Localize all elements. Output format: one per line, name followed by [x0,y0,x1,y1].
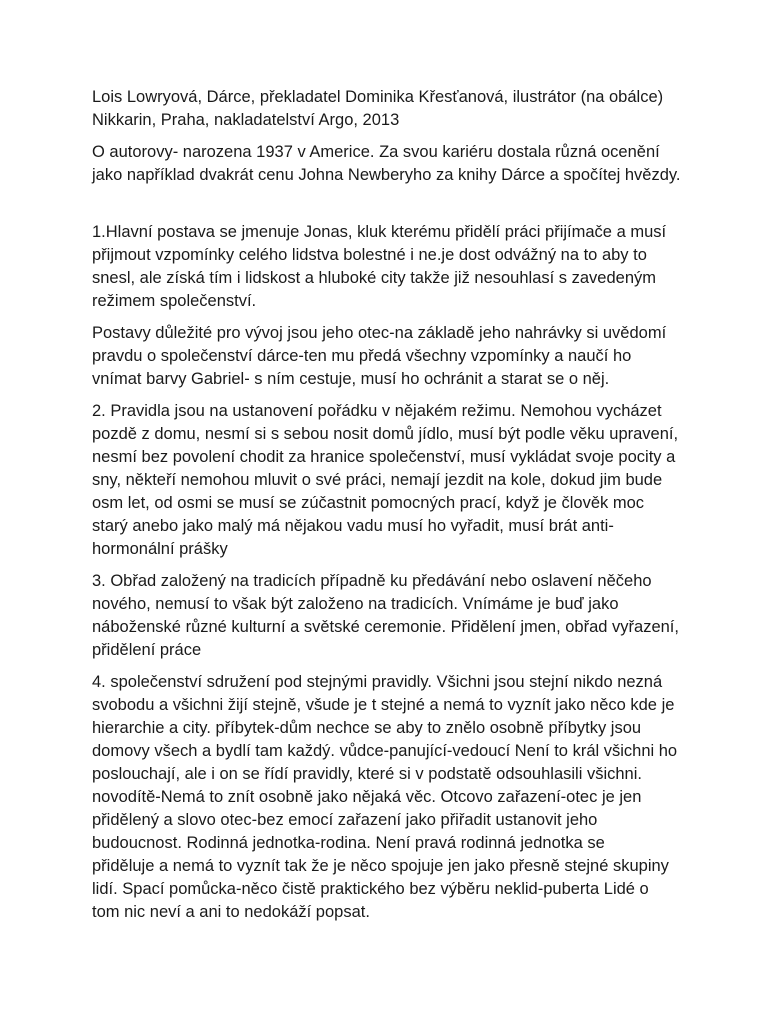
text-line: tom nic neví a ani to nedokáží popsat. [92,903,370,921]
answer-1-characters [92,322,682,391]
text-line: svobodu a všichni žijí stejně, všude je t stejné a nemá to vyznít jako něco kde je [92,696,675,714]
text-line: Nikkarin, Praha, nakladatelství Argo, 2013 [92,111,400,129]
text-line: starý anebo jako malý má nějakou vadu musí ho vyřadit, musí brát anti- [92,517,614,535]
text-line: poslouchají, ale i on se řídí pravidly, které si v podstatě odsouhlasili všichni. [92,765,642,783]
text-line: Lois Lowryová, Dárce, překladatel Dominika Křesťanová, ilustrátor (na obálce) [92,88,664,106]
text-line: vnímat barvy Gabriel- s ním cestuje, musí ho ochránit a starat se o něj. [92,370,610,388]
text-line: novodítě-Nemá to znít osobně jako nějaká věc. Otcovo zařazení-otec je jen [92,788,642,806]
text-line: přidělení práce [92,641,202,659]
text-line: náboženské různé kulturní a světské ceremonie. Přidělení jmen, obřad vyřazení, [92,618,679,636]
text-line: 4. společenství sdružení pod stejnými pravidly. Všichni jsou stejní nikdo nezná [92,673,663,691]
text-line: osm let, od osmi se musí se zúčastnit pomocných prací, když je člověk moc [92,494,645,512]
document-page [92,86,682,933]
text-line: přidělený a slovo otec-bez emocí zařazení jako přiřadit ustanovit jeho [92,811,598,829]
text-line: Postavy důležité pro vývoj jsou jeho otec-na základě jeho nahrávky si uvědomí [92,324,667,342]
text-line: pozdě z domu, nesmí si s sebou nosit domů jídlo, musí být podle věku upravení, [92,425,679,443]
text-line: 1.Hlavní postava se jmenuje Jonas, kluk kterému přidělí práci přijímače a musí [92,223,667,241]
about-author [92,141,682,187]
text-line: hormonální prášky [92,540,228,558]
text-line: jako například dvakrát cenu Johna Newberyho za knihy Dárce a spočítej hvězdy. [92,166,681,184]
text-line: nesmí bez povolení chodit za hranice společenství, musí vykládat svoje pocity a [92,448,676,466]
text-line: 2. Pravidla jsou na ustanovení pořádku v nějakém režimu. Nemohou vycházet [92,402,662,420]
text-line: O autorovy- narozena 1937 v Americe. Za svou kariéru dostala různá ocenění [92,143,660,161]
answer-4 [92,671,682,924]
text-line: přijmout vzpomínky celého lidstva bolestné i ne.je dost odvážný na to aby to [92,246,647,264]
text-line: pravdu o společenství dárce-ten mu předá všechny vzpomínky a naučí ho [92,347,632,365]
text-line: budoucnost. Rodinná jednotka-rodina. Není pravá rodinná jednotka se [92,834,605,852]
text-line: domovy všech a bydlí tam každý. vůdce-panující-vedoucí Není to král všichni ho [92,742,678,760]
bibliographic-entry [92,86,682,132]
text-line: hierarchie a city. příbytek-dům nechce se aby to znělo osobně příbytky jsou [92,719,642,737]
text-line: lidí. Spací pomůcka-něco čistě praktického bez výběru neklid-puberta Lidé o [92,880,649,898]
text-line: režimem společenství. [92,292,257,310]
text-line: přiděluje a nemá to vyznít tak že je něco spojuje jen jako přesně stejné skupiny [92,857,669,875]
text-line: nového, nemusí to však být založeno na tradicích. Vnímáme je buď jako [92,595,619,613]
text-line: sny, někteří nemohou mluvit o své práci, nemají jezdit na kole, dokud jim bude [92,471,663,489]
text-line: 3. Obřad založený na tradicích případně ku předávání nebo oslavení něčeho [92,572,652,590]
answer-3 [92,570,682,662]
text-line: snesl, ale získá tím i lidskost a hluboké city takže již nesouhlasí s zavedeným [92,269,657,287]
answer-1 [92,221,682,313]
answer-2 [92,400,682,561]
